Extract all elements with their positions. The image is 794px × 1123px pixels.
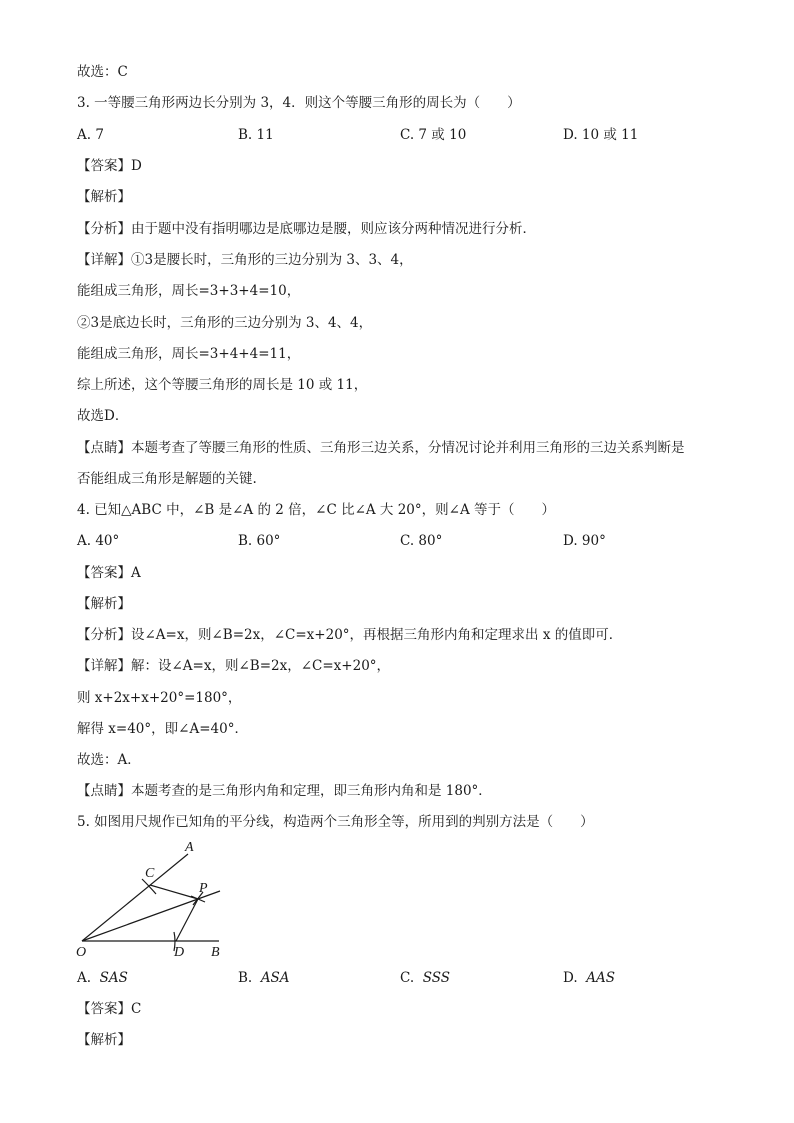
question-3-stem: 3. 一等腰三角形两边长分别为 3，4．则这个等腰三角形的周长为（ ） (77, 95, 521, 111)
text-line: 综上所述，这个等腰三角形的周长是 10 或 11， (77, 377, 368, 393)
text-line: 【点睛】本题考查的是三角形内角和定理，即三角形内角和是 180°． (77, 783, 492, 799)
q4-option-d: D. 90° (563, 533, 606, 549)
q3-option-b: B. 11 (238, 127, 274, 143)
q3-option-d: D. 10 或 11 (563, 127, 639, 143)
q4-option-a: A. 40° (77, 533, 120, 549)
question-5-stem: 5. 如图用尺规作已知角的平分线，构造两个三角形全等，所用到的判别方法是（ ） (77, 814, 594, 830)
text-line: 故选：C (77, 64, 128, 80)
label-b: B (211, 945, 220, 960)
answer-line: 【答案】A (77, 565, 141, 581)
analysis-heading: 【解析】 (77, 596, 131, 612)
q5-option-b: B. ASA (238, 970, 290, 986)
q5-option-d-value: AAS (586, 970, 615, 986)
q5-option-a: A. SAS (77, 970, 128, 986)
text-line: 【点睛】本题考查了等腰三角形的性质、三角形三边关系，分情况讨论并利用三角形的三边关系判断是 (77, 440, 685, 456)
q5-option-d: D. AAS (563, 970, 615, 986)
angle-bisector-figure (70, 838, 240, 966)
q3-option-c: C. 7 或 10 (400, 127, 467, 143)
label-c: C (145, 866, 155, 881)
text-line: 则 x+2x+x+20°=180°， (77, 690, 242, 706)
q5-option-b-value: ASA (260, 970, 290, 986)
question-4-stem: 4. 已知△ABC 中，∠B 是∠A 的 2 倍，∠C 比∠A 大 20°，则∠A 等于（ ） (77, 502, 555, 518)
analysis-heading: 【解析】 (77, 189, 131, 205)
label-o: O (76, 945, 87, 960)
text-line: ②3是底边长时，三角形的三边分别为 3、4、4， (77, 315, 373, 331)
q5-option-c-value: SSS (422, 970, 451, 986)
text-line: 故选D． (77, 408, 129, 424)
q4-option-c: C. 80° (400, 533, 443, 549)
text-line: 【详解】解：设∠A=x，则∠B=2x，∠C=x+20°， (77, 658, 391, 674)
ray-op (82, 891, 220, 941)
text-line: 否能组成三角形是解题的关键. (77, 471, 257, 487)
text-line: 【分析】设∠A=x，则∠B=2x，∠C=x+20°，再根据三角形内角和定理求出 x 的值即可． (77, 627, 623, 643)
analysis-heading: 【解析】 (77, 1032, 131, 1048)
label-d: D (174, 945, 185, 960)
q3-option-a: A. 7 (77, 127, 104, 143)
answer-line: 【答案】C (77, 1001, 142, 1017)
label-a: A (185, 840, 194, 855)
label-p: P (199, 881, 208, 896)
text-line: 解得 x=40°，即∠A=40°． (77, 721, 248, 737)
segment-cp (150, 885, 198, 899)
q5-option-a-value: SAS (99, 970, 128, 986)
answer-line: 【答案】D (77, 158, 142, 174)
text-line: 能组成三角形，周长=3+4+4=11， (77, 346, 301, 362)
text-line: 能组成三角形，周长=3+3+4=10， (77, 283, 301, 299)
text-line: 【详解】①3是腰长时，三角形的三边分别为 3、3、4， (77, 252, 413, 268)
ray-oa (82, 854, 188, 941)
q4-option-b: B. 60° (238, 533, 281, 549)
text-line: 【分析】由于题中没有指明哪边是底哪边是腰，则应该分两种情况进行分析． (77, 221, 536, 237)
q5-option-c: C. SSS (400, 970, 451, 986)
text-line: 故选：A． (77, 752, 141, 768)
